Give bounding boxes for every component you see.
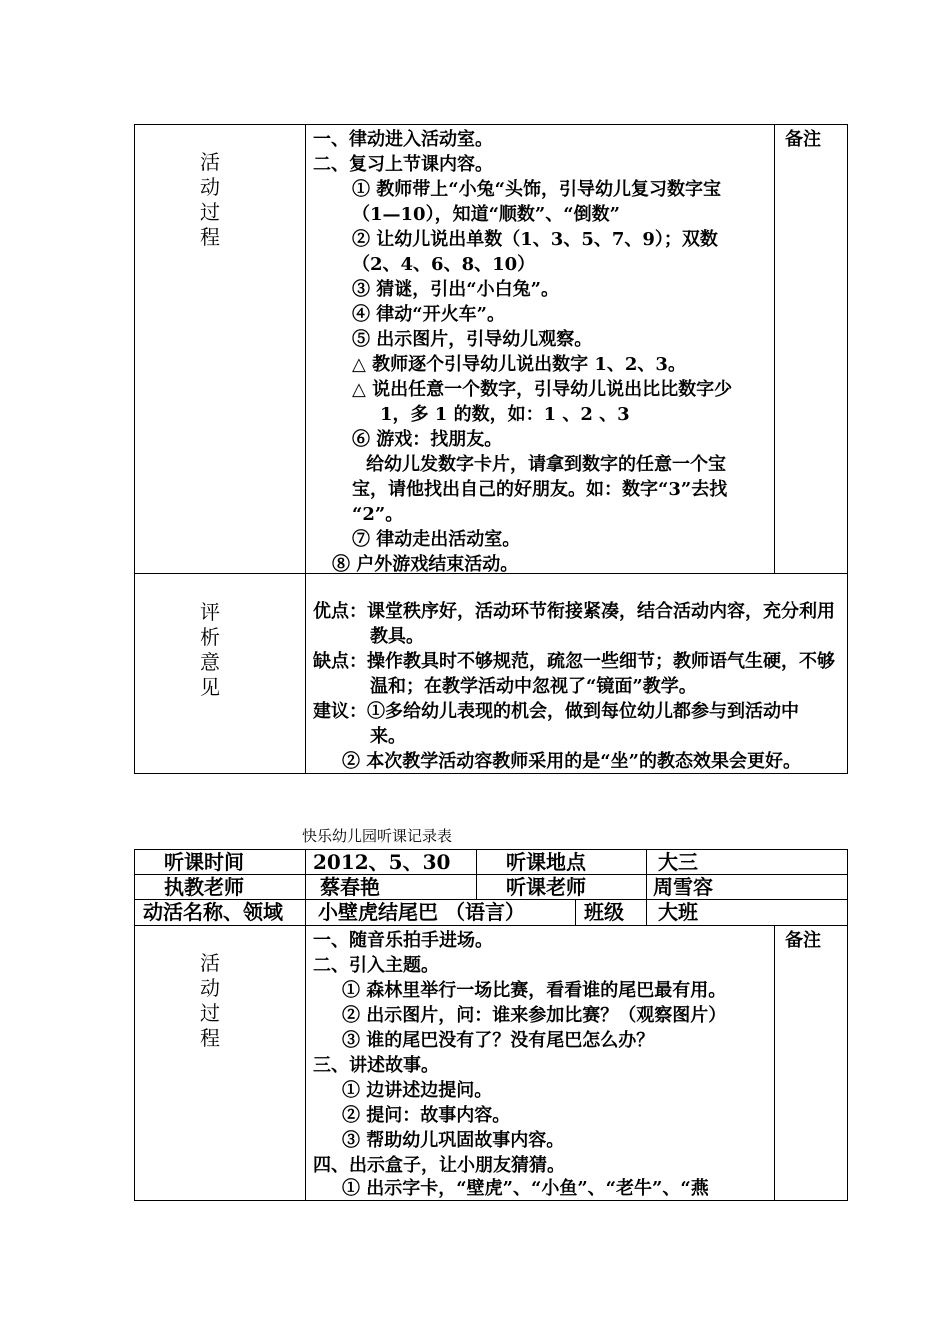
- process-line: △ 说出任意一个数字，引导幼儿说出比比数字少: [352, 379, 733, 400]
- label-char: 动: [200, 976, 220, 1000]
- process-line: ① 边讲述边提问。: [342, 1080, 493, 1101]
- label-char: 过: [200, 1001, 220, 1025]
- process-line: ⑤ 出示图片，引导幼儿观察。: [352, 329, 593, 350]
- time-label: 听课时间: [164, 850, 244, 874]
- class-label: 班级: [584, 900, 624, 924]
- label-char: 评: [200, 600, 220, 624]
- process-line: 四、出示盒子，让小朋友猜猜。: [313, 1155, 565, 1176]
- label-char: 活: [200, 150, 220, 174]
- evaluation-line: 优点：课堂秩序好，活动环节衔接紧凑，结合活动内容，充分利用: [313, 601, 835, 622]
- evaluation-line: 缺点：操作教具时不够规范，疏忽一些细节；教师语气生硬，不够: [313, 651, 835, 672]
- label-char: 活: [200, 951, 220, 975]
- process-line: ⑦ 律动走出活动室。: [352, 529, 521, 550]
- process-line: △ 教师逐个引导幼儿说出数字 1、2、3。: [352, 354, 686, 375]
- label-char: 见: [200, 675, 220, 699]
- evaluation-line: 教具。: [370, 626, 424, 647]
- label-char: 程: [200, 1026, 220, 1050]
- label-char: 析: [200, 625, 220, 649]
- process-line: 宝，请他找出自己的好朋友。如：数字“3”去找: [352, 479, 728, 500]
- process-line: ② 提问：故事内容。: [342, 1105, 511, 1126]
- table-border: [847, 124, 848, 774]
- table-border: [134, 925, 848, 926]
- teacher-value: 蔡春艳: [320, 875, 380, 899]
- table-border: [134, 124, 848, 125]
- remark-header: 备注: [785, 129, 821, 150]
- place-value: 大三: [658, 850, 698, 874]
- process-label: [195, 150, 225, 250]
- process-line: 一、随音乐拍手进场。: [313, 930, 493, 951]
- process-line: 一、律动进入活动室。: [313, 129, 493, 150]
- teacher-label: 执教老师: [164, 875, 244, 899]
- label-char: 过: [200, 200, 220, 224]
- process-line: ① 出示字卡，“壁虎”、“小鱼”、“老牛”、“燕: [342, 1178, 709, 1199]
- process-line: ① 森林里举行一场比赛，看看谁的尾巴最有用。: [342, 980, 727, 1001]
- process-line: ① 教师带上“小兔“头饰，引导幼儿复习数字宝: [352, 179, 721, 200]
- process-line: 1，多 1 的数，如：1 、2 、3: [380, 404, 630, 425]
- table-border: [134, 124, 135, 774]
- evaluation-label: [195, 600, 225, 700]
- table-border: [774, 124, 775, 574]
- place-label: 听课地点: [506, 850, 586, 874]
- listener-value: 周雪容: [653, 875, 713, 899]
- evaluation-line: ② 本次教学活动容教师采用的是“坐”的教态效果会更好。: [342, 751, 801, 772]
- activity-value: 小壁虎结尾巴 （语言）: [318, 900, 525, 924]
- process-label: [195, 951, 225, 1051]
- process-line: 二、引入主题。: [313, 955, 439, 976]
- process-line: （2、4、6、8、10）: [352, 254, 536, 275]
- table-border: [305, 124, 306, 774]
- process-line: 给幼儿发数字卡片，请拿到数字的任意一个宝: [366, 454, 726, 475]
- process-line: ⑥ 游戏：找朋友。: [352, 429, 503, 450]
- label-char: 程: [200, 225, 220, 249]
- table-title: 快乐幼儿园听课记录表: [302, 827, 453, 845]
- process-line: 三、讲述故事。: [313, 1055, 439, 1076]
- process-line: ④ 律动“开火车”。: [352, 304, 505, 325]
- process-line: ② 让幼儿说出单数（1、3、5、7、9）；双数: [352, 229, 718, 250]
- class-value: 大班: [658, 900, 698, 924]
- process-line: （1—10），知道“顺数”、“倒数”: [352, 204, 620, 225]
- table-border: [134, 849, 135, 1201]
- time-value: 2012、5、30: [313, 850, 451, 874]
- table-border: [774, 925, 775, 1201]
- evaluation-line: 温和；在教学活动中忽视了“镜面”教学。: [370, 676, 697, 697]
- process-line: ② 出示图片，问：谁来参加比赛？（观察图片）: [342, 1005, 727, 1026]
- process-line: ⑧ 户外游戏结束活动。: [332, 554, 519, 575]
- remark-header: 备注: [785, 930, 821, 951]
- process-line: ③ 猜谜，引出“小白兔”。: [352, 279, 559, 300]
- table-border: [305, 849, 306, 1201]
- listener-label: 听课老师: [506, 875, 586, 899]
- table-border: [476, 849, 477, 900]
- table-border: [847, 849, 848, 1201]
- evaluation-line: 来。: [370, 726, 406, 747]
- label-char: 动: [200, 175, 220, 199]
- activity-label: 动活名称、领域: [143, 900, 283, 924]
- process-line: 二、复习上节课内容。: [313, 154, 493, 175]
- table-border: [646, 899, 647, 926]
- process-line: ③ 谁的尾巴没有了？没有尾巴怎么办？: [342, 1030, 655, 1051]
- label-char: 意: [200, 650, 220, 674]
- table-border: [646, 849, 647, 900]
- table-border: [575, 899, 576, 926]
- process-line: “2”。: [352, 504, 404, 525]
- process-line: ③ 帮助幼儿巩固故事内容。: [342, 1130, 565, 1151]
- evaluation-line: 建议：①多给幼儿表现的机会，做到每位幼儿都参与到活动中: [313, 701, 799, 722]
